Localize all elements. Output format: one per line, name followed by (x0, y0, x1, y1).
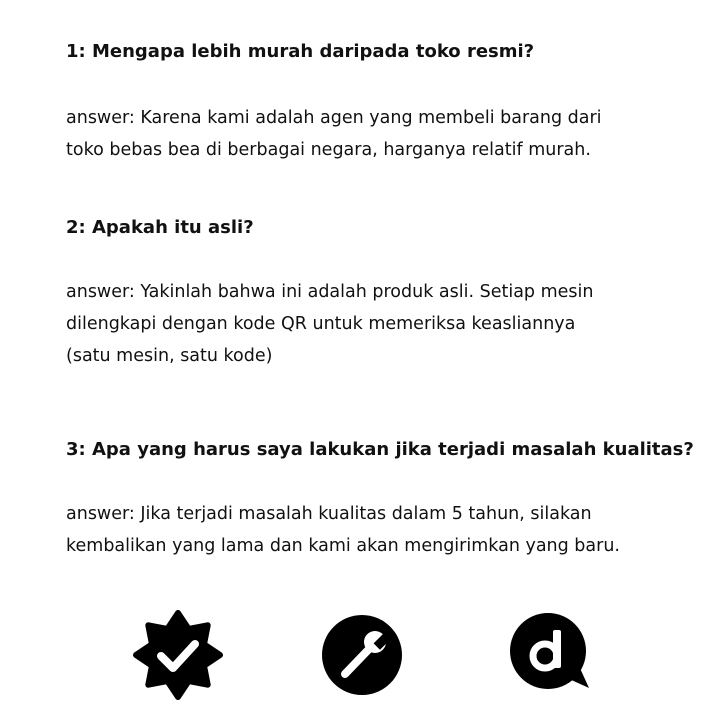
faq-answer-3-line-2: kembalikan yang lama dan kami akan mengirimkan yang baru. (66, 536, 620, 556)
faq-question-1: 1: Mengapa lebih murah daripada toko resmi? (66, 41, 535, 62)
faq-answer-3 (66, 498, 706, 562)
faq-answer-2-line-1: answer: Yakinlah bahwa ini adalah produk asli. Setiap mesin (66, 282, 594, 302)
wrench-icon (317, 610, 407, 700)
faq-answer-3-line-1: answer: Jika terjadi masalah kualitas dalam 5 tahun, silakan (66, 504, 592, 524)
faq-answer-1-line-2: toko bebas bea di berbagai negara, harganya relatif murah. (66, 140, 591, 160)
verified-badge-icon (133, 610, 223, 700)
d-chat-logo-icon (505, 610, 595, 700)
faq-answer-1-line-1: answer: Karena kami adalah agen yang membeli barang dari (66, 108, 602, 128)
faq-answer-2 (66, 276, 706, 372)
faq-answer-2-line-2: dilengkapi dengan kode QR untuk memeriksa keasliannya (66, 314, 576, 334)
icon-row (0, 610, 726, 700)
faq-question-2: 2: Apakah itu asli? (66, 217, 254, 238)
faq-answer-1 (66, 102, 706, 166)
faq-question-3: 3: Apa yang harus saya lakukan jika terjadi masalah kualitas? (66, 439, 694, 460)
faq-answer-2-line-3: (satu mesin, satu kode) (66, 346, 273, 366)
